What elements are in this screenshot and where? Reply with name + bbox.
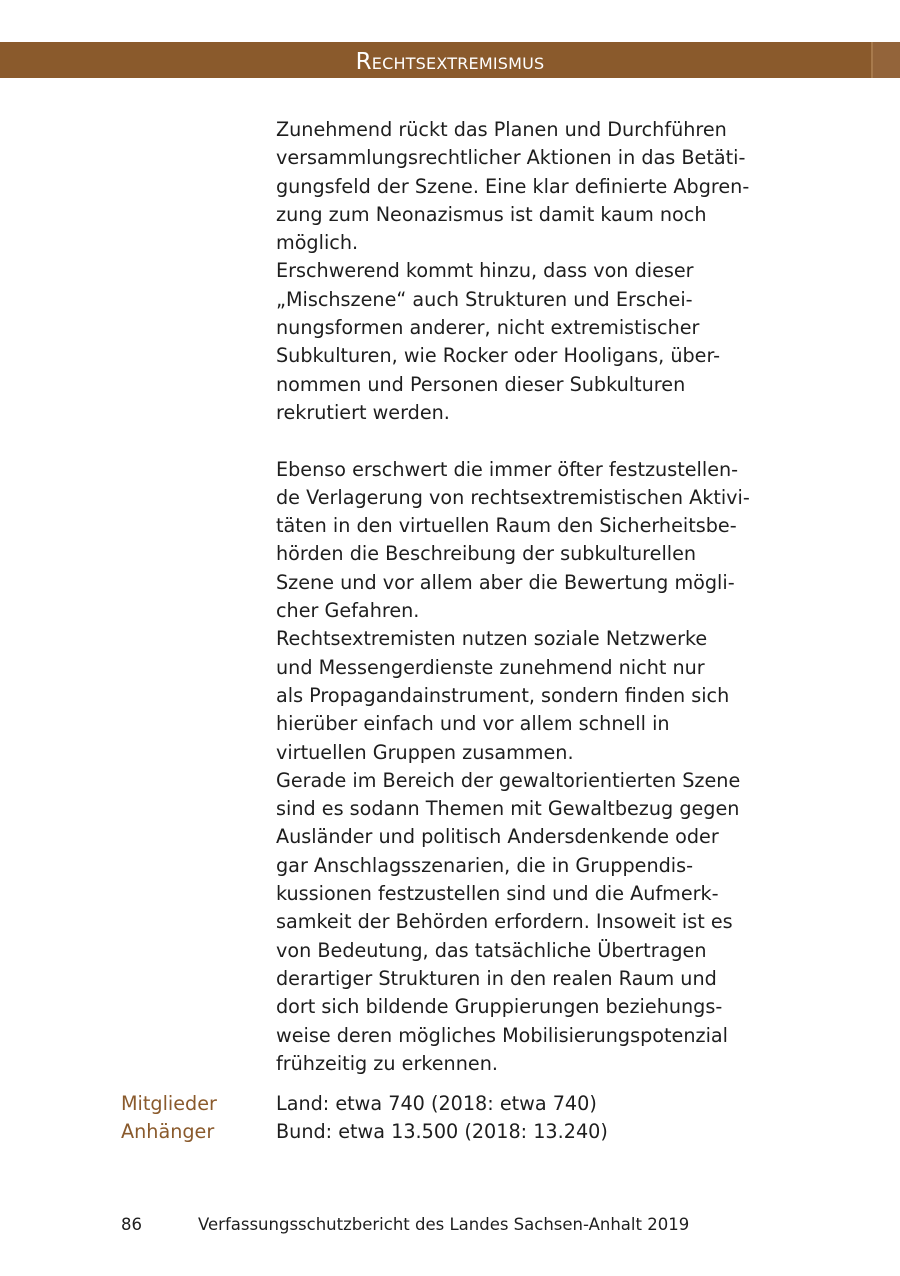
footer-title: Verfassungsschutzbericht des Landes Sachsen-Anhalt 2019 bbox=[198, 1215, 690, 1234]
chapter-title: Rechtsextremismus bbox=[355, 49, 545, 75]
text-line: frühzeitig zu erkennen. bbox=[276, 1051, 498, 1075]
text-line: Ausländer und politisch Andersdenkende oder bbox=[276, 825, 719, 849]
text-line: Zunehmend rückt das Planen und Durchführen bbox=[276, 118, 727, 141]
text-line: nommen und Personen dieser Subkulturen bbox=[276, 372, 686, 396]
text-line: Erschwerend kommt hinzu, dass von dieser bbox=[276, 259, 694, 283]
text-line: und Messengerdienste zunehmend nicht nur bbox=[276, 655, 705, 679]
text-line: virtuellen Gruppen zusammen. bbox=[276, 740, 574, 764]
text-line: rekrutiert werden. bbox=[276, 400, 450, 424]
text-line: gungsfeld der Szene. Eine klar definierte Abgren- bbox=[276, 174, 750, 198]
text-line: hierüber einfach und vor allem schnell in bbox=[276, 712, 670, 736]
text-line: „Mischszene“ auch Strukturen und Erschei- bbox=[276, 287, 693, 311]
text-line: Ebenso erschwert die immer öfter festzustellen- bbox=[276, 457, 739, 481]
text-line: versammlungsrechtlicher Aktionen in das Betäti- bbox=[276, 146, 746, 170]
stat-label-members: Mitglieder bbox=[121, 1092, 217, 1115]
stat-row-supporters bbox=[0, 1118, 900, 1146]
text-line: samkeit der Behörden erfordern. Insoweit ist es bbox=[276, 910, 733, 934]
stat-row-members bbox=[0, 1090, 900, 1118]
stat-label-supporters: Anhänger bbox=[121, 1120, 215, 1144]
text-line: derartiger Strukturen in den realen Raum und bbox=[276, 966, 717, 990]
text-line: Szene und vor allem aber die Bewertung mögli- bbox=[276, 570, 735, 594]
text-line: gar Anschlagsszenarien, die in Gruppendis- bbox=[276, 853, 694, 877]
text-line: hörden die Beschreibung der subkulturellen bbox=[276, 542, 697, 566]
text-line: kussionen festzustellen sind und die Aufmerk- bbox=[276, 882, 719, 906]
text-line: cher Gefahren. bbox=[276, 599, 420, 623]
stat-value-bund: Bund: etwa 13.500 (2018: 13.240) bbox=[276, 1120, 608, 1144]
body-text bbox=[276, 116, 776, 1078]
text-line: weise deren mögliches Mobilisierungspotenzial bbox=[276, 1023, 729, 1047]
text-line: sind es sodann Themen mit Gewaltbezug gegen bbox=[276, 797, 740, 821]
text-line: von Bedeutung, das tatsächliche Übertragen bbox=[276, 938, 707, 962]
text-line: Rechtsextremisten nutzen soziale Netzwerke bbox=[276, 627, 708, 651]
page-number: 86 bbox=[121, 1215, 142, 1234]
text-line: Gerade im Bereich der gewaltorientierten Szene bbox=[276, 768, 741, 792]
text-line: täten in den virtuellen Raum den Sicherheitsbe- bbox=[276, 514, 737, 538]
stat-value-land: Land: etwa 740 (2018: etwa 740) bbox=[276, 1092, 597, 1115]
text-line: nungsformen anderer, nicht extremistischer bbox=[276, 316, 700, 340]
text-line: de Verlagerung von rechtsextremistischen Aktivi- bbox=[276, 485, 750, 509]
text-line: dort sich bildende Gruppierungen beziehungs- bbox=[276, 995, 723, 1019]
text-line: zung zum Neonazismus ist damit kaum noch bbox=[276, 202, 707, 226]
text-line: als Propagandainstrument, sondern finden sich bbox=[276, 683, 730, 707]
text-line: möglich. bbox=[276, 231, 359, 255]
stats-section bbox=[0, 1090, 900, 1147]
paragraph-gap bbox=[276, 427, 776, 455]
text-line: Subkulturen, wie Rocker oder Hooligans, über- bbox=[276, 344, 721, 368]
